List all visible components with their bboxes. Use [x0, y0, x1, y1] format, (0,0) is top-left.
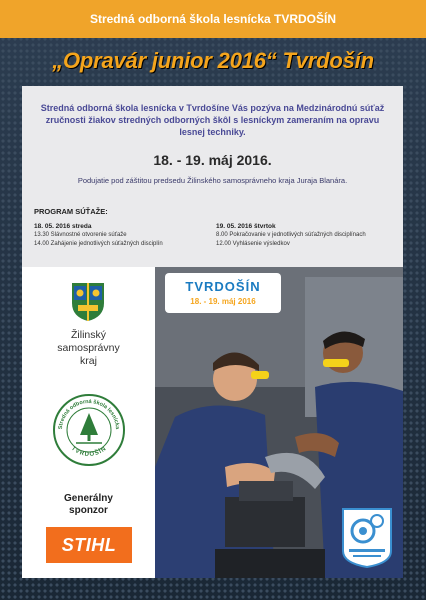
competition-badge-icon [339, 507, 395, 569]
program-event: 13.30 Slávnostné otvorenie súťaže [34, 232, 127, 238]
region-name-line: kraj [80, 355, 97, 367]
seal-bottom-text: TVRDOŠÍN [69, 445, 109, 458]
region-name [22, 329, 155, 368]
program-event: 12.00 Vyhlásenie výsledkov [216, 241, 290, 247]
photo-banner [165, 273, 281, 313]
program-event: 14.00 Zahájenie jednotlivých súťažných disciplín [34, 241, 163, 247]
top-banner [0, 0, 426, 38]
patronage-text: Podujatie pod záštitou predsedu Žilinského samosprávneho kraja Juraja Blanára. [77, 176, 348, 185]
region-name-line: Žilinský [70, 329, 106, 341]
invitation-text: Stredná odborná škola lesnícka v Tvrdošíne Vás pozýva na Medzinárodnú súťaž zručnosti žiakov stredných odborných škôl s lesníckym zameraním na opravu lesnej techniky. [40, 103, 385, 137]
school-seal-logo [52, 393, 126, 467]
program-day-2 [216, 222, 366, 249]
program-day-1 [34, 222, 163, 249]
stihl-logo [46, 527, 132, 563]
seal-top-text: Stredná odborná škola lesnícka [57, 398, 121, 430]
program-day-heading: 18. 05. 2016 streda [34, 223, 92, 230]
sponsor-brand: STIHL [61, 534, 117, 555]
banner-city: TVRDOŠÍN [185, 279, 261, 294]
sponsor-label [22, 493, 155, 517]
event-dates: 18. - 19. máj 2016. [153, 152, 272, 168]
event-headline: „Opravár junior 2016“ Tvrdošín [52, 48, 374, 73]
sponsor-label-line: sponzor [69, 505, 108, 516]
region-crest-icon [66, 279, 110, 323]
partners-sidebar [22, 267, 155, 578]
banner-dates: 18. - 19. máj 2016 [190, 297, 256, 306]
sponsor-label-line: Generálny [64, 493, 113, 504]
school-name: Stredná odborná škola lesnícka TVRDOŠÍN [89, 12, 337, 26]
program-day-heading: 19. 05. 2016 štvrtok [216, 223, 276, 230]
region-name-line: samosprávny [57, 342, 120, 354]
program-event: 8.00 Pokračovanie v jednotlivých súťažných disciplínach [216, 232, 366, 238]
students-photo [155, 267, 403, 578]
program-title: PROGRAM SÚŤAŽE: [34, 207, 108, 216]
